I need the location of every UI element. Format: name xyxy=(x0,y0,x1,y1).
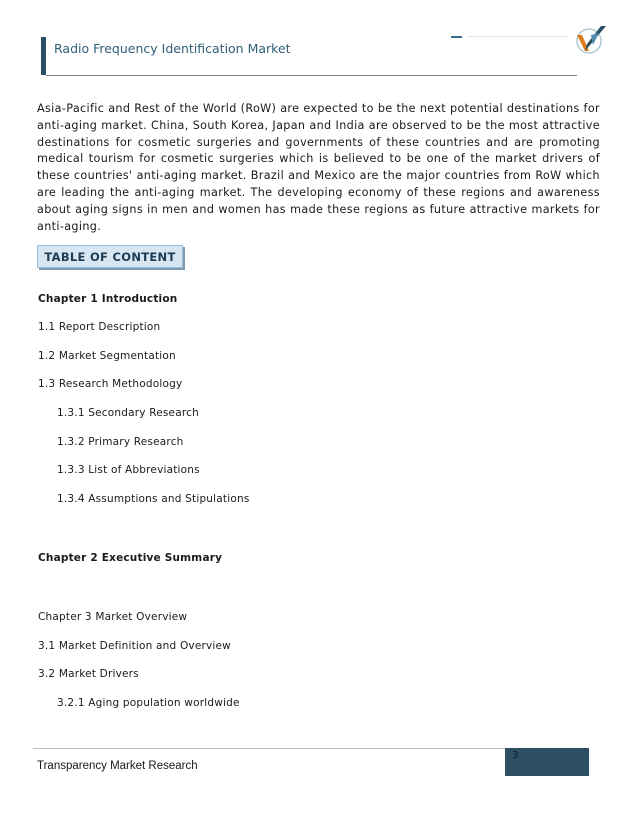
toc-item-3-1[interactable]: 3.1 Market Definition and Overview xyxy=(38,640,231,652)
toc-item-1-3-2[interactable]: 1.3.2 Primary Research xyxy=(57,436,184,448)
toc-chapter-1[interactable]: Chapter 1 Introduction xyxy=(38,293,178,305)
company-logo-icon xyxy=(573,21,609,57)
toc-item-3-2-1[interactable]: 3.2.1 Aging population worldwide xyxy=(57,697,240,709)
intro-paragraph: Asia-Pacific and Rest of the World (RoW) are expected to be the next potential destinations for anti-aging market. China, South Korea, Japan and India are observed to be the most attractive destinations for cosmetic surgeries and governments of these countries and are promoting medical tourism for cosmetic surgeries which is believed to be one of the market drivers of these countries' anti-aging market. Brazil and Mexico are the major countries from RoW which are leading the anti-aging market. The developing economy of these regions and awareness about aging signs in men and women has made these regions as future attractive markets for anti-aging. xyxy=(37,102,600,233)
page-number: 3 xyxy=(512,750,519,761)
document-title: Radio Frequency Identification Market xyxy=(54,41,291,56)
header-dash xyxy=(451,36,462,38)
table-of-content-button[interactable]: TABLE OF CONTENT xyxy=(37,245,183,268)
header-thin-line xyxy=(468,36,568,37)
toc-chapter-3[interactable]: Chapter 3 Market Overview xyxy=(38,611,188,623)
toc-item-1-2[interactable]: 1.2 Market Segmentation xyxy=(38,350,176,362)
toc-item-1-3-1[interactable]: 1.3.1 Secondary Research xyxy=(57,407,199,419)
toc-item-1-1[interactable]: 1.1 Report Description xyxy=(38,321,161,333)
footer-company-name: Transparency Market Research xyxy=(37,760,198,772)
toc-item-1-3[interactable]: 1.3 Research Methodology xyxy=(38,378,183,390)
page-number-box xyxy=(505,748,589,776)
toc-item-3-2[interactable]: 3.2 Market Drivers xyxy=(38,668,139,680)
header-accent-bar xyxy=(41,37,46,75)
toc-item-1-3-4[interactable]: 1.3.4 Assumptions and Stipulations xyxy=(57,493,250,505)
header-divider xyxy=(46,75,577,76)
toc-item-1-3-3[interactable]: 1.3.3 List of Abbreviations xyxy=(57,464,200,476)
toc-chapter-2[interactable]: Chapter 2 Executive Summary xyxy=(38,552,223,564)
